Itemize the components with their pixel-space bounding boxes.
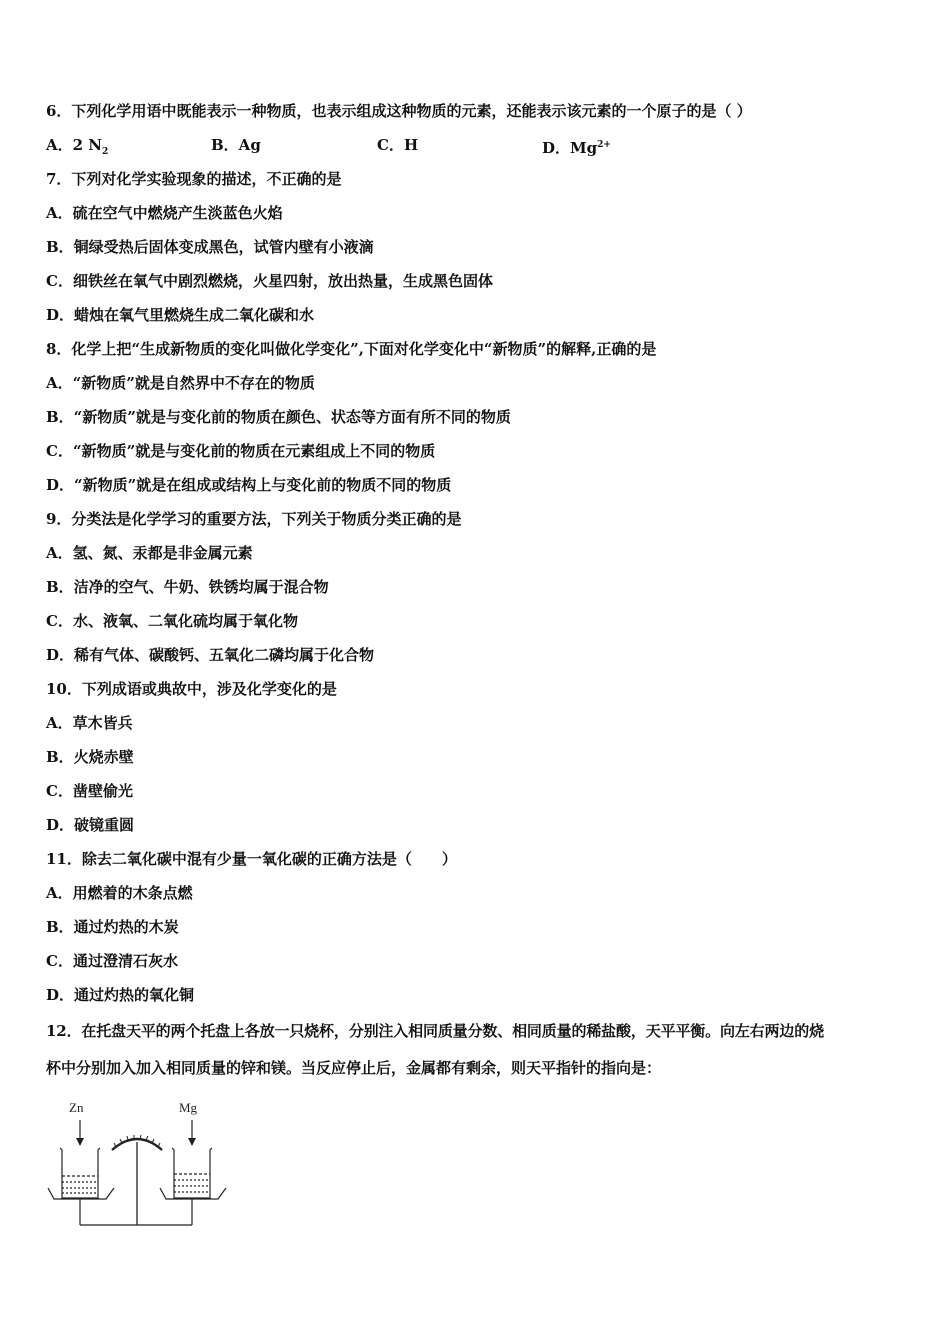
balance-figure — [46, 1098, 236, 1228]
q6-option-b: B．Ag — [211, 136, 261, 154]
q11-option-d: D．通过灼热的氧化铜 — [46, 986, 195, 1004]
q7-option-d: D．蜡烛在氧气里燃烧生成二氧化碳和水 — [46, 306, 315, 324]
right-beaker — [172, 1148, 212, 1198]
q9-option-d: D．稀有气体、碳酸钙、五氧化二磷均属于化合物 — [46, 646, 375, 664]
zn-arrow-head — [76, 1138, 84, 1146]
q8-option-c: C．“新物质”就是与变化前的物质在元素组成上不同的物质 — [46, 442, 436, 460]
left-pan — [48, 1188, 114, 1199]
q6-option-a: A．2 $N_2$ — [46, 136, 109, 157]
q11-option-a: A．用燃着的木条点燃 — [46, 884, 193, 902]
q7-option-c: C．细铁丝在氧气中剧烈燃烧，火星四射，放出热量，生成黑色固体 — [46, 272, 493, 290]
q8-stem: 8．化学上把“生成新物质的变化叫做化学变化”,下面对化学变化中“新物质”的解释,正确的是 — [46, 340, 657, 358]
q7-stem: 7．下列对化学实验现象的描述，不正确的是 — [46, 170, 342, 188]
q10-option-c: C．凿壁偷光 — [46, 782, 133, 800]
q9-option-c: C．水、液氧、二氧化硫均属于氧化物 — [46, 612, 298, 630]
q11-option-b: B．通过灼热的木炭 — [46, 918, 179, 936]
q8-option-b: B．“新物质”就是与变化前的物质在颜色、状态等方面有所不同的物质 — [46, 408, 511, 426]
q9-option-b: B．洁净的空气、牛奶、铁锈均属于混合物 — [46, 578, 329, 596]
q10-stem: 10．下列成语或典故中，涉及化学变化的是 — [46, 680, 337, 698]
q10-option-d: D．破镜重圆 — [46, 816, 135, 834]
q7-option-b: B．铜绿受热后固体变成黑色，试管内壁有小液滴 — [46, 238, 374, 256]
q6-option-c: C．H — [377, 136, 419, 154]
q7-option-a: A．硫在空气中燃烧产生淡蓝色火焰 — [46, 204, 283, 222]
q9-stem: 9．分类法是化学学习的重要方法，下列关于物质分类正确的是 — [46, 510, 462, 528]
zn-label: Zn — [69, 1100, 84, 1115]
q11-option-c: C．通过澄清石灰水 — [46, 952, 178, 970]
q6-option-d: D．$Mg^{2+}$ — [542, 139, 611, 157]
q9-option-a: A．氢、氮、汞都是非金属元素 — [46, 544, 253, 562]
mg-arrow-head — [188, 1138, 196, 1146]
q10-option-b: B．火烧赤壁 — [46, 748, 134, 766]
right-pan — [160, 1188, 226, 1199]
q10-option-a: A．草木皆兵 — [46, 714, 133, 732]
q6-stem: 6．下列化学用语中既能表示一种物质，也表示组成这种物质的元素，还能表示该元素的一个原子的是（ ） — [46, 102, 752, 120]
q8-option-a: A．“新物质”就是自然界中不存在的物质 — [46, 374, 315, 392]
q8-option-d: D．“新物质”就是在组成或结构上与变化前的物质不同的物质 — [46, 476, 452, 494]
mg-label: Mg — [179, 1100, 198, 1115]
q12-stem-line1: 12．在托盘天平的两个托盘上各放一只烧杯，分别注入相同质量分数、相同质量的稀盐酸，天平平衡。向左右两边的烧 — [46, 1022, 824, 1040]
left-beaker — [60, 1148, 100, 1198]
q11-stem: 11．除去二氧化碳中混有少量一氧化碳的正确方法是（ ） — [46, 850, 457, 868]
q12-stem-line2: 杯中分别加入加入相同质量的锌和镁。当反应停止后，金属都有剩余，则天平指针的指向是： — [46, 1059, 662, 1077]
